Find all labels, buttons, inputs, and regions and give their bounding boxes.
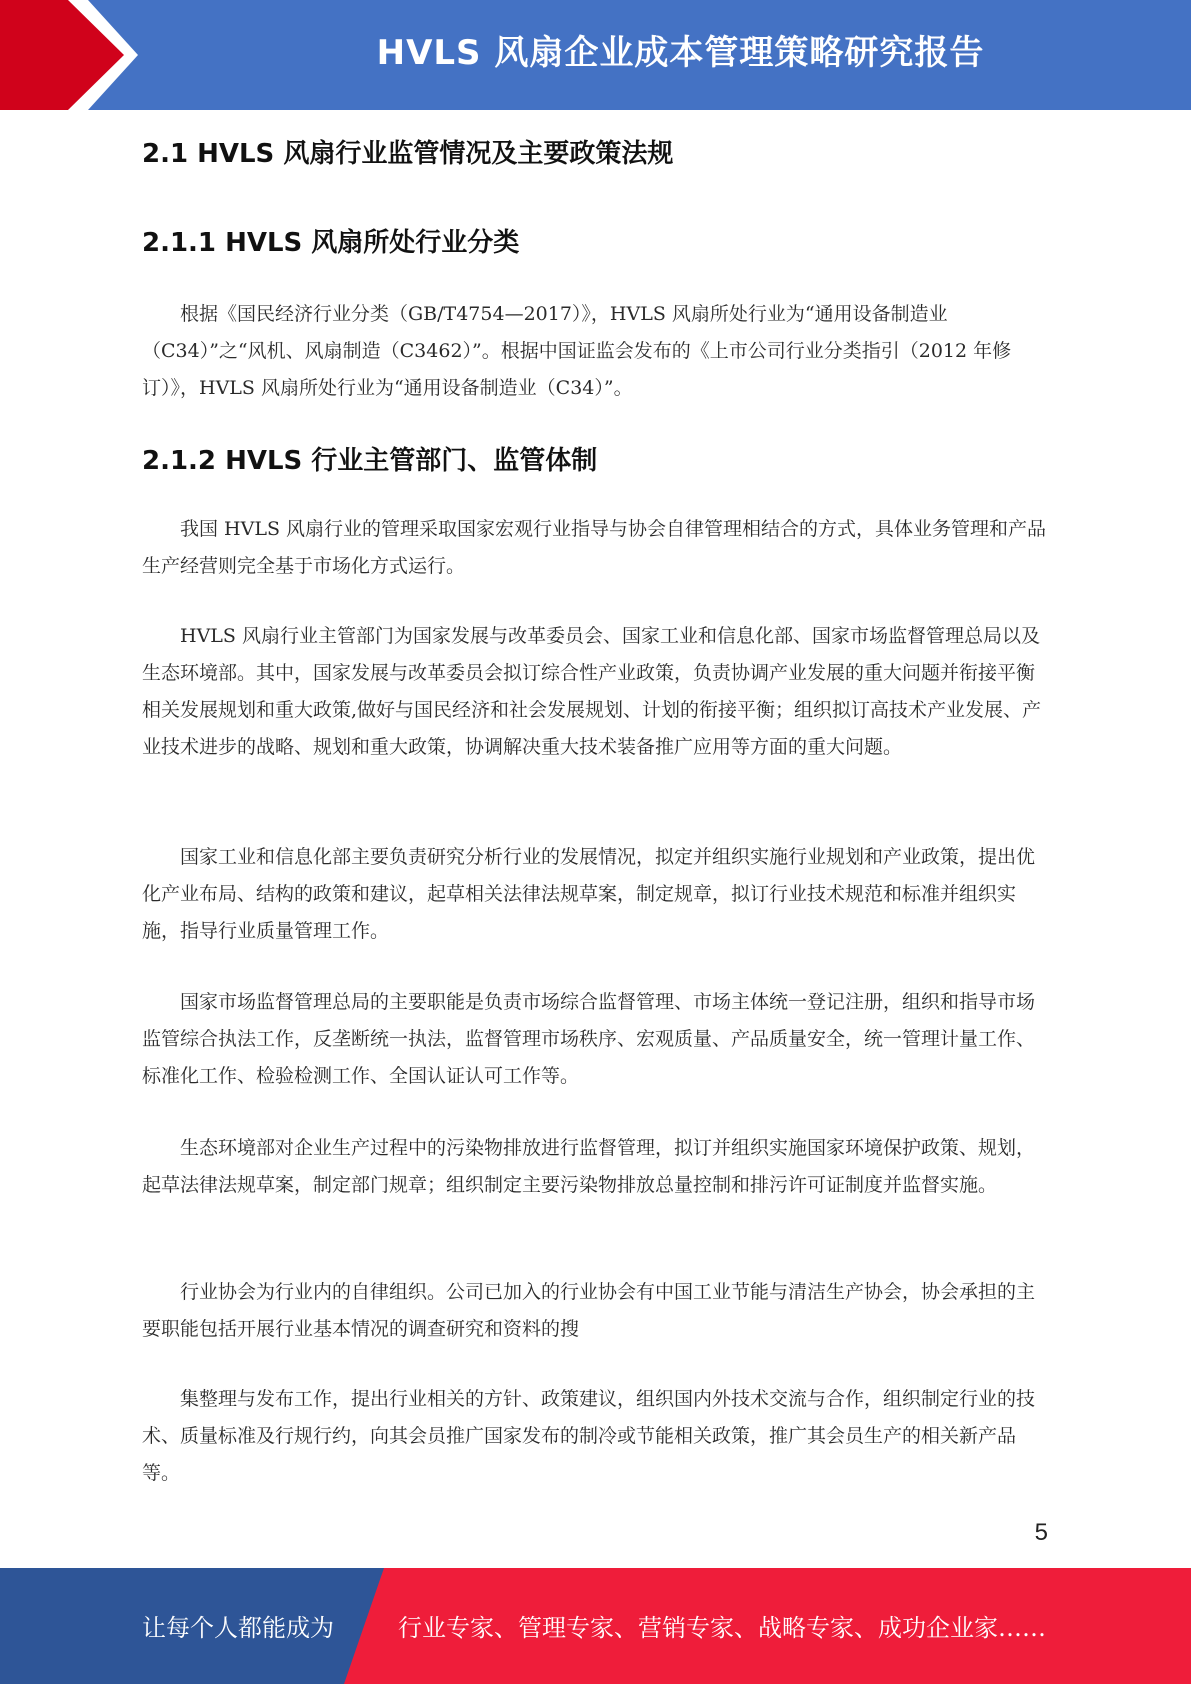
paragraph-environment-ministry: 生态环境部对企业生产过程中的污染物排放进行监督管理，拟订并组织实施国家环境保护政策、规划，起草法律法规草案，制定部门规章；组织制定主要污染物排放总量控制和排污许可证制度并监督实施。 — [142, 1137, 1036, 1196]
section-heading-2-1: 2.1 HVLS 风扇行业监管情况及主要政策法规 — [142, 139, 674, 169]
header-arrow-decoration — [0, 0, 148, 110]
paragraph-industry-association: 行业协会为行业内的自律组织。公司已加入的行业协会有中国工业节能与清洁生产协会，协会承担的主要职能包括开展行业基本情况的调查研究和资料的搜 — [142, 1281, 1036, 1340]
footer-slogan-right: 行业专家、管理专家、营销专家、战略专家、成功企业家…… — [398, 1614, 1046, 1642]
paragraph-miit: 国家工业和信息化部主要负责研究分析行业的发展情况，拟定并组织实施行业规划和产业政策，提出优化产业布局、结构的政策和建议，起草相关法律法规草案，制定规章，拟订行业技术规范和标准并组织实施，指导行业质量管理工作。 — [142, 846, 1036, 942]
section-heading-2-1-2: 2.1.2 HVLS 行业主管部门、监管体制 — [142, 446, 598, 476]
paragraph-industry-classification: 根据《国民经济行业分类（GB/T4754—2017）》，HVLS 风扇所处行业为“通用设备制造业（C34）”之“风机、风扇制造（C3462）”。根据中国证监会发布的《上市公司行业分类指引（2012 年修订）》，HVLS 风扇所处行业为“通用设备制造业（C34）”。 — [142, 303, 1012, 399]
page-footer — [0, 1568, 1191, 1684]
paragraph-competent-authorities: HVLS 风扇行业主管部门为国家发展与改革委员会、国家工业和信息化部、国家市场监督管理总局以及生态环境部。其中，国家发展与改革委员会拟订综合性产业政策，负责协调产业发展的重大问题并衔接平衡相关发展规划和重大政策,做好与国民经济和社会发展规划、计划的衔接平衡；组织拟订高技术产业发展、产业技术进步的战略、规划和重大政策，协调解决重大技术装备推广应用等方面的重大问题。 — [142, 625, 1042, 758]
paragraph-association-duties: 集整理与发布工作，提出行业相关的方针、政策建议，组织国内外技术交流与合作，组织制定行业的技术、质量标准及行规行约，向其会员推广国家发布的制冷或节能相关政策，推广其会员生产的相关新产品等。 — [142, 1388, 1036, 1484]
report-title: HVLS 风扇企业成本管理策略研究报告 — [376, 33, 985, 73]
section-heading-2-1-1: 2.1.1 HVLS 风扇所处行业分类 — [142, 228, 520, 258]
footer-slogan-left: 让每个人都能成为 — [142, 1614, 334, 1642]
page-header — [0, 0, 1191, 110]
paragraph-management-system: 我国 HVLS 风扇行业的管理采取国家宏观行业指导与协会自律管理相结合的方式，具体业务管理和产品生产经营则完全基于市场化方式运行。 — [142, 518, 1047, 577]
paragraph-samr: 国家市场监督管理总局的主要职能是负责市场综合监督管理、市场主体统一登记注册，组织和指导市场监管综合执法工作，反垄断统一执法，监督管理市场秩序、宏观质量、产品质量安全，统一管理计量工作、标准化工作、检验检测工作、全国认证认可工作等。 — [142, 991, 1036, 1087]
page-number: 5 — [1034, 1519, 1048, 1546]
